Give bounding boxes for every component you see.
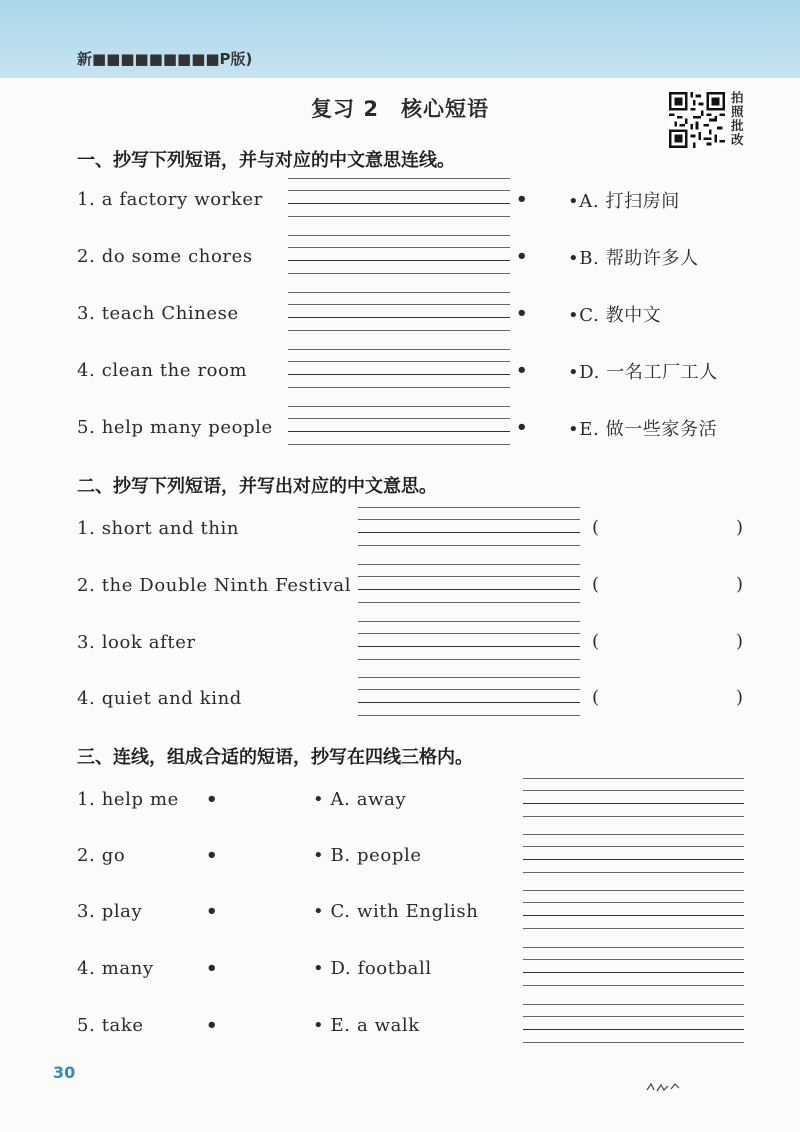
option-letter: C. xyxy=(579,305,600,326)
section3-item-3 xyxy=(77,901,142,922)
scribble-mark xyxy=(645,1078,685,1094)
section1-item-1 xyxy=(77,189,263,210)
match-dot: • xyxy=(313,958,325,979)
option-letter: C. xyxy=(330,901,351,922)
match-dot[interactable]: • xyxy=(516,417,528,438)
option-letter: E. xyxy=(330,1015,351,1036)
answer-paren-open: ( xyxy=(592,517,600,538)
page-number: 30 xyxy=(53,1063,76,1082)
item-text: a factory worker xyxy=(101,189,263,210)
section3-option-b[interactable] xyxy=(313,845,422,866)
item-text: clean the room xyxy=(101,360,248,381)
option-text: 打扫房间 xyxy=(605,191,680,212)
option-text: with English xyxy=(356,901,479,922)
option-letter: A. xyxy=(579,191,600,212)
option-letter: D. xyxy=(579,362,600,383)
match-dot: • xyxy=(313,1015,325,1036)
option-text: 做一些家务活 xyxy=(605,419,718,440)
item-number: 2. xyxy=(77,246,96,267)
section3-item-4 xyxy=(77,958,154,979)
item-number: 4. xyxy=(77,360,96,381)
item-number: 2. xyxy=(77,845,96,866)
answer-paren-open: ( xyxy=(592,687,600,708)
item-number: 1. xyxy=(77,518,96,539)
section1-heading: 一、抄写下列短语，并与对应的中文意思连线。 xyxy=(77,150,455,171)
writing-lines[interactable] xyxy=(358,677,580,721)
option-text: people xyxy=(357,845,422,866)
answer-paren-open: ( xyxy=(592,574,600,595)
writing-lines[interactable] xyxy=(523,947,744,991)
option-text: football xyxy=(357,958,432,979)
section2-item-2 xyxy=(77,575,351,596)
section2-item-4 xyxy=(77,688,242,709)
match-dot[interactable]: • xyxy=(206,901,218,922)
section3-option-e[interactable] xyxy=(313,1015,420,1036)
section3-item-2 xyxy=(77,845,125,866)
match-dot[interactable]: • xyxy=(206,845,218,866)
writing-lines[interactable] xyxy=(288,235,510,279)
section3-item-5 xyxy=(77,1015,144,1036)
section3-option-d[interactable] xyxy=(313,958,432,979)
section1-item-4 xyxy=(77,360,247,381)
match-dot[interactable]: • xyxy=(516,360,528,381)
item-text: many xyxy=(101,958,154,979)
section2-item-3 xyxy=(77,632,196,653)
answer-paren-close: ) xyxy=(736,631,744,652)
section1-option-c[interactable] xyxy=(568,301,661,327)
option-text: 教中文 xyxy=(605,305,662,326)
section1-option-b[interactable] xyxy=(568,244,699,270)
option-letter: E. xyxy=(579,419,600,440)
match-dot[interactable]: • xyxy=(516,189,528,210)
match-dot: • xyxy=(568,191,580,212)
match-dot[interactable]: • xyxy=(516,303,528,324)
item-text: go xyxy=(101,845,126,866)
item-text: look after xyxy=(101,632,196,653)
item-text: do some chores xyxy=(101,246,253,267)
item-number: 1. xyxy=(77,789,96,810)
writing-lines[interactable] xyxy=(288,349,510,393)
match-dot: • xyxy=(313,845,325,866)
answer-paren-open: ( xyxy=(592,631,600,652)
match-dot: • xyxy=(313,789,325,810)
item-number: 5. xyxy=(77,417,96,438)
match-dot: • xyxy=(568,419,580,440)
item-number: 4. xyxy=(77,958,96,979)
section1-option-a[interactable] xyxy=(568,187,680,213)
writing-lines[interactable] xyxy=(523,1004,744,1048)
option-letter: B. xyxy=(579,248,600,269)
section3-option-c[interactable] xyxy=(313,901,478,922)
section1-item-3 xyxy=(77,303,239,324)
match-dot: • xyxy=(313,901,325,922)
match-dot[interactable]: • xyxy=(206,1015,218,1036)
answer-paren-close: ) xyxy=(736,574,744,595)
match-dot[interactable]: • xyxy=(206,789,218,810)
item-text: quiet and kind xyxy=(101,688,242,709)
match-dot[interactable]: • xyxy=(206,958,218,979)
match-dot: • xyxy=(568,362,580,383)
option-text: 帮助许多人 xyxy=(605,248,699,269)
item-number: 3. xyxy=(77,303,96,324)
item-text: short and thin xyxy=(101,518,240,539)
match-dot[interactable]: • xyxy=(516,246,528,267)
section1-item-2 xyxy=(77,246,253,267)
section3-option-a[interactable] xyxy=(313,789,406,810)
item-number: 1. xyxy=(77,189,96,210)
qr-code-icon[interactable] xyxy=(669,92,725,148)
item-number: 4. xyxy=(77,688,96,709)
writing-lines[interactable] xyxy=(358,507,580,551)
section2-item-1 xyxy=(77,518,239,539)
qr-label: 拍照批改 xyxy=(731,90,744,147)
item-text: help many people xyxy=(101,417,273,438)
answer-paren-close: ) xyxy=(736,687,744,708)
item-text: the Double Ninth Festival xyxy=(101,575,352,596)
item-text: play xyxy=(101,901,143,922)
writing-lines[interactable] xyxy=(288,292,510,336)
item-text: teach Chinese xyxy=(101,303,239,324)
book-header: 新■■■■■■■■■P版) xyxy=(77,50,253,68)
writing-lines[interactable] xyxy=(523,834,744,878)
section2-heading: 二、抄写下列短语，并写出对应的中文意思。 xyxy=(77,476,437,497)
option-text: away xyxy=(356,789,407,810)
item-text: take xyxy=(101,1015,144,1036)
writing-lines[interactable] xyxy=(358,564,580,608)
writing-lines[interactable] xyxy=(288,406,510,450)
option-letter: A. xyxy=(330,789,351,810)
section1-option-e[interactable] xyxy=(568,415,717,441)
option-letter: B. xyxy=(330,845,351,866)
writing-lines[interactable] xyxy=(523,890,744,934)
item-number: 3. xyxy=(77,901,96,922)
item-text: help me xyxy=(101,789,179,810)
section1-item-5 xyxy=(77,417,273,438)
item-number: 2. xyxy=(77,575,96,596)
item-number: 5. xyxy=(77,1015,96,1036)
page-title: 复习 2 核心短语 xyxy=(311,97,489,121)
option-text: a walk xyxy=(356,1015,420,1036)
writing-lines[interactable] xyxy=(358,621,580,665)
option-letter: D. xyxy=(330,958,352,979)
match-dot: • xyxy=(568,305,580,326)
writing-lines[interactable] xyxy=(288,178,510,222)
section1-option-d[interactable] xyxy=(568,358,718,384)
match-dot: • xyxy=(568,248,580,269)
section3-item-1 xyxy=(77,789,179,810)
answer-paren-close: ) xyxy=(736,517,744,538)
writing-lines[interactable] xyxy=(523,778,744,822)
item-number: 3. xyxy=(77,632,96,653)
section3-heading: 三、连线，组成合适的短语，抄写在四线三格内。 xyxy=(77,747,473,768)
option-text: 一名工厂工人 xyxy=(606,362,718,383)
